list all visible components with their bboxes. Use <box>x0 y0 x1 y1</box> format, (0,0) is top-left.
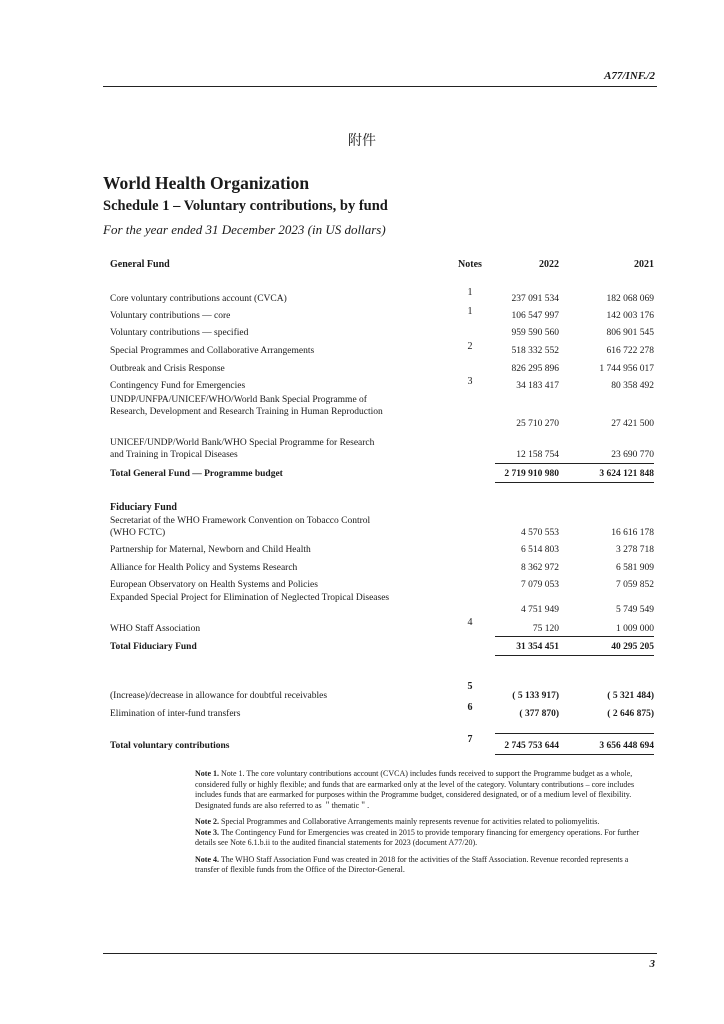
row-label: Contingency Fund for Emergencies <box>110 381 246 391</box>
table-row <box>110 592 654 616</box>
footnote-head: Note 2. <box>195 817 219 826</box>
row-value-2022: 6 514 803 <box>521 545 559 555</box>
row-value-2021: 182 068 069 <box>606 294 654 304</box>
row-value-2021: 16 616 178 <box>611 528 654 538</box>
row-value-2021: 142 003 176 <box>606 311 654 321</box>
table-row <box>110 437 654 461</box>
row-note: 7 <box>467 734 473 745</box>
row-value-2022: 2 719 910 980 <box>504 469 559 479</box>
row-label: Core voluntary contributions account (CVCA) <box>110 294 287 304</box>
grand-total-rule <box>495 733 654 734</box>
total-row-general-fund <box>110 468 654 480</box>
subtotal-rule <box>495 463 654 464</box>
row-value-2022: 237 091 534 <box>511 294 559 304</box>
row-value-2022: ( 377 870) <box>519 709 559 719</box>
grand-total-rule-bottom <box>495 754 654 755</box>
row-value-2021: 616 722 278 <box>606 346 654 356</box>
footnote-text: The WHO Staff Association Fund was created in 2018 for the activities of the Staff Association. Revenue recorded represents a transfer of flexible funds from the Office of the Director-General. <box>195 854 629 874</box>
row-label: Outbreak and Crisis Response <box>110 364 225 374</box>
row-value-2022: ( 5 133 917) <box>512 691 559 701</box>
row-value-2021: 7 059 852 <box>616 580 654 590</box>
row-label: (Increase)/decrease in allowance for doubtful receivables <box>110 691 328 701</box>
row-value-2021: 1 009 000 <box>616 624 654 634</box>
row-note: 4 <box>467 617 473 628</box>
footnote-4 <box>195 855 650 876</box>
row-value-2022: 31 354 451 <box>516 642 559 652</box>
row-note: 1 <box>467 306 473 317</box>
footnote-3 <box>195 828 650 849</box>
table-row <box>110 544 654 556</box>
row-value-2021: 6 581 909 <box>616 563 654 573</box>
table-row <box>110 341 654 357</box>
footnote-head: Note 1. <box>195 769 219 778</box>
row-value-2021: 806 901 545 <box>606 328 654 338</box>
row-value-2022: 4 570 553 <box>521 528 559 538</box>
section-heading-fiduciary <box>110 502 654 514</box>
row-value-2022: 518 332 552 <box>511 346 559 356</box>
row-label: Voluntary contributions — specified <box>110 328 249 338</box>
column-header-2022: 2022 <box>539 259 559 270</box>
table-row <box>110 702 654 720</box>
table-header-row <box>110 259 654 271</box>
row-value-2021: 1 744 956 017 <box>599 364 654 374</box>
row-value-2021: ( 2 646 875) <box>607 709 654 719</box>
row-note: 3 <box>467 376 473 387</box>
organization-title: World Health Organization <box>103 173 310 193</box>
row-value-2022: 4 751 949 <box>521 605 559 615</box>
row-label: Expanded Special Project for Elimination of Neglected Tropical Diseases <box>110 593 390 603</box>
row-value-2021: 5 749 549 <box>616 605 654 615</box>
total-row-fiduciary-fund <box>110 641 654 653</box>
row-value-2022: 959 590 560 <box>511 328 559 338</box>
row-label: UNICEF/UNDP/World Bank/WHO Special Programme for Research and Training in Tropical Diseases <box>110 438 375 460</box>
row-value-2021: 27 421 500 <box>611 419 654 429</box>
row-value-2022: 7 079 053 <box>521 580 559 590</box>
footnote-head: Note 3. <box>195 827 219 837</box>
annex-title: 附件 <box>348 133 376 149</box>
footnote-text: Special Programmes and Collaborative Arrangements mainly represents revenue for activities related to poliomyelitis. <box>221 817 600 826</box>
table-row <box>110 306 654 322</box>
table-row <box>110 681 654 702</box>
header-rule <box>103 86 657 87</box>
grand-total-row <box>110 734 654 752</box>
row-value-2021: ( 5 321 484) <box>607 691 654 701</box>
row-value-2022: 12 158 754 <box>516 450 559 460</box>
table-row <box>110 579 654 591</box>
table-row <box>110 394 654 430</box>
schedule-title: Schedule 1 – Voluntary contributions, by fund <box>103 198 388 214</box>
column-header-2021: 2021 <box>634 259 654 270</box>
row-label: Partnership for Maternal, Newborn and Child Health <box>110 545 311 555</box>
row-note: 2 <box>467 341 473 352</box>
row-value-2021: 23 690 770 <box>611 450 654 460</box>
row-label: Alliance for Health Policy and Systems Research <box>110 563 298 573</box>
row-value-2021: 80 358 492 <box>611 381 654 391</box>
total-rule <box>495 655 654 656</box>
footnotes <box>195 769 650 876</box>
row-value-2022: 75 120 <box>532 624 559 634</box>
row-value-2021: 3 656 448 694 <box>599 741 654 751</box>
table-row <box>110 376 654 392</box>
row-value-2021: 40 295 205 <box>611 642 654 652</box>
row-label: Total voluntary contributions <box>110 741 230 751</box>
row-note: 5 <box>467 681 473 692</box>
row-label: Total General Fund — Programme budget <box>110 469 283 479</box>
page-number: 3 <box>649 958 655 970</box>
row-label: Total Fiduciary Fund <box>110 642 197 652</box>
row-value-2022: 2 745 753 644 <box>504 741 559 751</box>
row-label: Secretariat of the WHO Framework Convention on Tobacco Control (WHO FCTC) <box>110 516 371 538</box>
row-value-2021: 3 624 121 848 <box>599 469 654 479</box>
footnote-text: Note 1. The core voluntary contributions account (CVCA) includes funds received to support the Programme budget as a whole, considered fully or highly flexible; and funds that are earmarked only at the level of the category. Voluntary contributions – core includes includes funds that are earmarked for purposes within the Programme budget, considered designated, or of a medium level of flexibility. Designated funds are also referred to as ＂thematic＂. <box>195 769 635 810</box>
period-subtitle: For the year ended 31 December 2023 (in US dollars) <box>103 222 386 237</box>
total-rule <box>495 482 654 483</box>
row-note: 6 <box>467 702 473 713</box>
row-value-2022: 106 547 997 <box>511 311 559 321</box>
row-value-2022: 34 183 417 <box>516 381 559 391</box>
row-value-2021: 3 278 718 <box>616 545 654 555</box>
row-value-2022: 25 710 270 <box>516 419 559 429</box>
row-label: Elimination of inter-fund transfers <box>110 709 241 719</box>
footnote-1 <box>195 769 650 811</box>
document-reference: A77/INF./2 <box>604 70 655 82</box>
row-label: WHO Staff Association <box>110 624 201 634</box>
table-row <box>110 617 654 635</box>
footnote-text: The Contingency Fund for Emergencies was created in 2015 to provide temporary financing for emergency operations. For further details see Note 6.1.b.ii to the audited financial statements for 2023 (document A77/20). <box>195 827 640 847</box>
footer-rule <box>103 953 657 954</box>
row-label: Voluntary contributions — core <box>110 311 231 321</box>
row-value-2022: 826 295 896 <box>511 364 559 374</box>
footnote-2 <box>195 817 650 828</box>
table-row <box>110 287 654 305</box>
table-row <box>110 515 654 539</box>
table-row <box>110 562 654 574</box>
row-label: UNDP/UNFPA/UNICEF/WHO/World Bank Special Programme of Research, Development and Research Training in Human Reproduction <box>110 395 383 417</box>
section-title: Fiduciary Fund <box>110 502 177 513</box>
subtotal-rule <box>495 636 654 637</box>
footnote-head: Note 4. <box>195 854 219 864</box>
row-label: Special Programmes and Collaborative Arrangements <box>110 346 315 356</box>
column-header-notes: Notes <box>458 259 482 270</box>
row-label: European Observatory on Health Systems and Policies <box>110 580 318 590</box>
table-row <box>110 363 654 375</box>
row-value-2022: 8 362 972 <box>521 563 559 573</box>
row-note: 1 <box>467 287 473 298</box>
table-row <box>110 327 654 339</box>
column-header-fund: General Fund <box>110 259 170 270</box>
